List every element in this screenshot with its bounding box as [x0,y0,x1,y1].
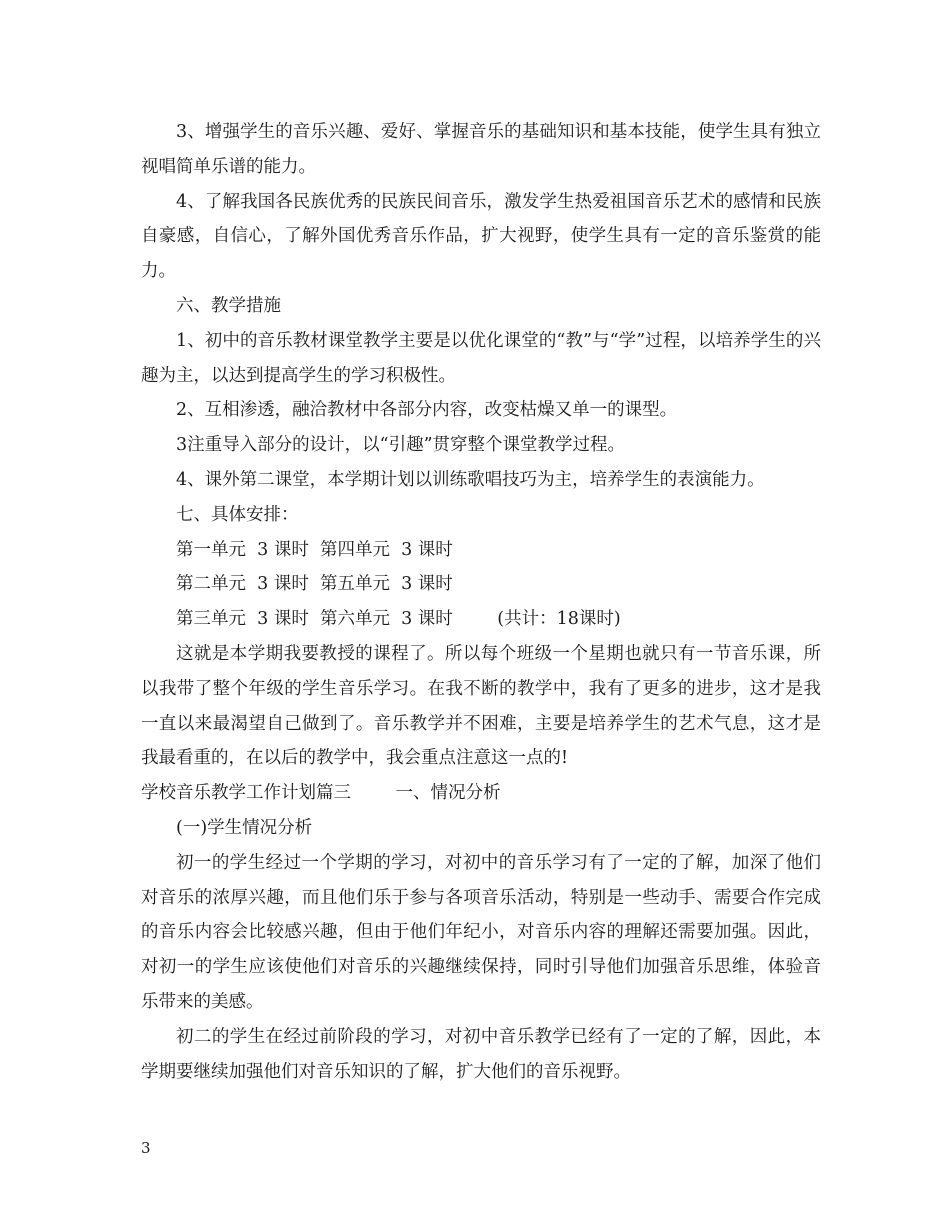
paragraph: 4、了解我国各民族优秀的民族民间音乐，激发学生热爱祖国音乐艺术的感情和民族自豪感，自信心，了解外国优秀音乐作品，扩大视野，使学生具有一定的音乐鉴赏的能力。 [141,191,821,282]
document-body [141,115,821,1089]
section-heading: 六、教学措施 [176,295,281,316]
paragraph: 初二的学生在经过前阶段的学习，对初中音乐教学已经有了一定的了解，因此，本学期要继续加强他们对音乐知识的了解，扩大他们的音乐视野。 [141,1026,821,1082]
paragraph: 4、课外第二课堂，本学期计划以训练歌唱技巧为主，培养学生的表演能力。 [176,469,765,490]
chapter-title: 学校音乐教学工作计划篇三 一、情况分析 [141,783,501,804]
section-heading: 七、具体安排： [176,504,299,525]
section-heading: (一)学生情况分析 [176,817,313,838]
paragraph: 2、互相渗透，融洽教材中各部分内容，改变枯燥又单一的课型。 [176,400,678,421]
paragraph: 3、增强学生的音乐兴趣、爱好、掌握音乐的基础知识和基本技能，使学生具有独立视唱简单乐谱的能力。 [141,122,821,177]
paragraph: 初一的学生经过一个学期的学习，对初中的音乐学习有了一定的了解，加深了他们对音乐的浓厚兴趣，而且他们乐于参与各项音乐活动，特别是一些动手、需要合作完成的音乐内容会比较感兴趣，但由于他们年纪小，对音乐内容的理解还需要加强。因此，对初一的学生应该使他们对音乐的兴趣继续保持，同时引导他们加强音乐思维，体验音乐带来的美感。 [141,852,821,1012]
schedule-line: 第一单元 3 课时 第四单元 3 课时 [176,539,453,560]
paragraph: 这就是本学期我要教授的课程了。所以每个班级一个星期也就只有一节音乐课，所以我带了整个年级的学生音乐学习。在我不断的教学中，我有了更多的进步，这才是我一直以来最渴望自己做到了。音乐教学并不困难，主要是培养学生的艺术气息，这才是我最看重的，在以后的教学中，我会重点注意这一点的! [141,643,821,769]
paragraph: 3注重导入部分的设计，以“引趣”贯穿整个课堂教学过程。 [176,435,626,456]
schedule-line: 第三单元 3 课时 第六单元 3 课时 (共计：18课时) [176,609,621,630]
schedule-line: 第二单元 3 课时 第五单元 3 课时 [176,574,453,595]
page-number: 3 [141,1139,151,1157]
paragraph: 1、初中的音乐教材课堂教学主要是以优化课堂的“教”与“学”过程，以培养学生的兴趣为主，以达到提高学生的学习积极性。 [141,330,821,386]
